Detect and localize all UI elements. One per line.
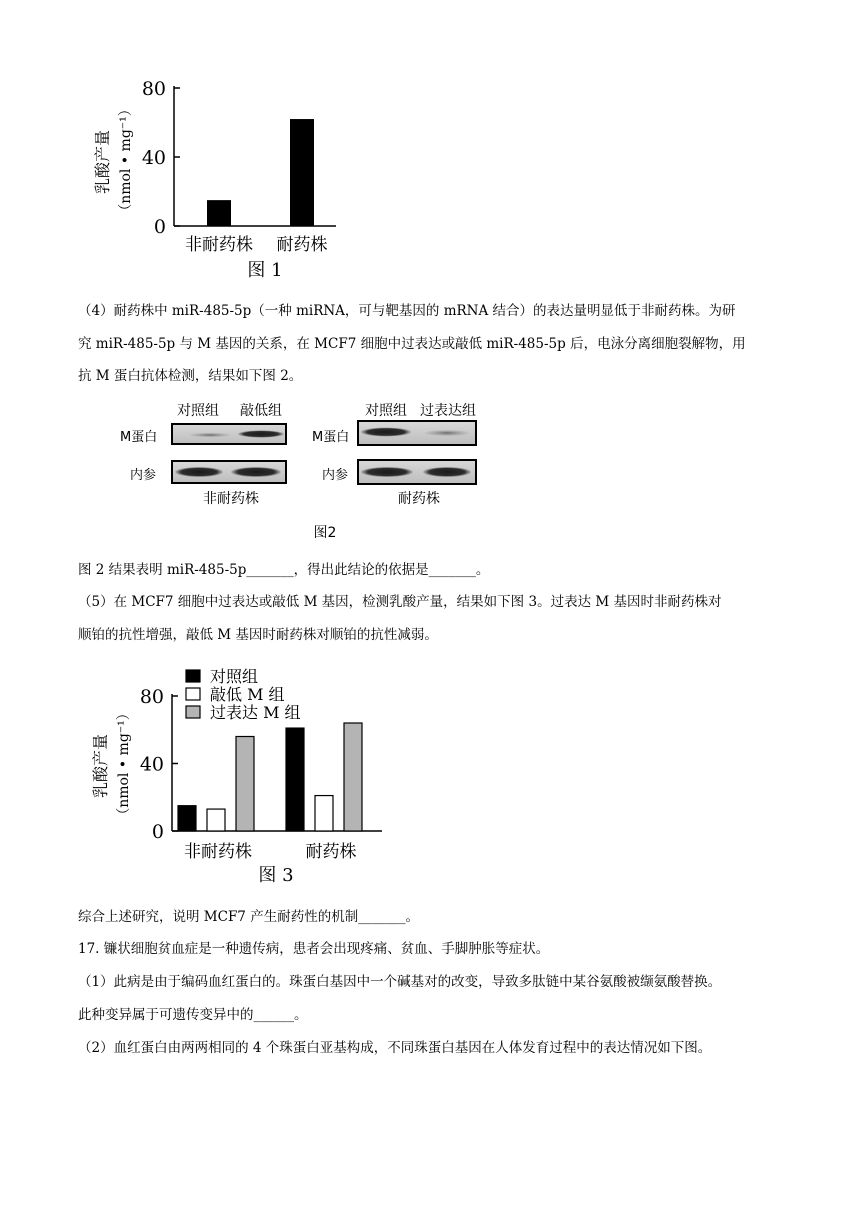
- blot-left-row1-band-control: [190, 433, 230, 437]
- blot-left-row2-label: 内参: [130, 468, 157, 483]
- para4-line1: （4）耐药株中 miR-485-5p（一种 miRNA，可与靶基因的 mRNA 结合）的表达量明显低于非耐药株。为研: [78, 303, 736, 319]
- fig3-bar-s2-c1: [344, 723, 362, 831]
- fig3-legend-swatch-2: [186, 706, 200, 718]
- fig3-y-axis-title: [91, 706, 132, 822]
- fig1-y-axis-title: [93, 102, 134, 218]
- fig1-ylabel-line1: 乳酸产量: [93, 129, 112, 195]
- para4-line2: 究 miR-485-5p 与 M 基因的关系，在 MCF7 细胞中过表达或敲低 miR-485-5p 后，电泳分离细胞裂解物，用: [78, 336, 746, 352]
- fig3-bar-s0-c0: [178, 806, 196, 831]
- blot-right-row2-label: 内参: [322, 468, 349, 483]
- para5-line2: 顺铂的抗性增强，敲低 M 基因时耐药株对顺铂的抗性减弱。: [78, 627, 438, 643]
- q17-part1-line2: 此种变异属于可遗传变异中的______。: [78, 1007, 308, 1023]
- figure-1: [0, 0, 860, 290]
- blot-right-row1-band-overexpression: [425, 430, 469, 436]
- fig1-bar-0: [207, 200, 231, 226]
- blot-right-row1-band-control: [361, 428, 411, 437]
- fig3-ylabel-line1: 乳酸产量: [91, 733, 110, 799]
- blot-right-row2-band-control: [361, 467, 413, 477]
- question-17: 17. 镰状细胞贫血症是一种遗传病，患者会出现疼痛、贫血、手脚肿胀等症状。: [78, 941, 550, 957]
- q17-part1-line1: （1）此病是由于编码血红蛋白的。珠蛋白基因中一个碱基对的改变，导致多肽链中某谷氨酸被缬氨酸替换。: [78, 974, 722, 990]
- mechanism-question: 综合上述研究，说明 MCF7 产生耐药性的机制_______。: [78, 909, 419, 925]
- fig3-category-label-1: 耐药株: [305, 842, 357, 862]
- figure-2: [0, 395, 860, 545]
- fig1-ylabel-line2: （nmol • mg⁻¹）: [118, 102, 134, 218]
- fig3-legend-label-1: 敲低 M 组: [210, 685, 285, 704]
- fig1-bar-1: [290, 119, 314, 226]
- blot-right-col1-label: 对照组: [365, 403, 407, 419]
- para5-line1: （5）在 MCF7 细胞中过表达或敲低 M 基因，检测乳酸产量，结果如下图 3。过表达 M 基因时非耐药株对: [78, 594, 722, 610]
- q17-part2: （2）血红蛋白由两两相同的 4 个珠蛋白亚基构成，不同珠蛋白基因在人体发育过程中的表达情况如下图。: [78, 1040, 712, 1056]
- blot-left-strain-label: 非耐药株: [203, 491, 259, 507]
- blot-right-strain-label: 耐药株: [398, 491, 440, 507]
- fig2-caption: 图2: [313, 525, 337, 541]
- fig1-y-tick-label-2: 80: [141, 78, 166, 100]
- fig3-bar-s1-c0: [207, 809, 225, 831]
- blot-left-row1-label: M蛋白: [120, 430, 158, 445]
- blot-right-col2-label: 过表达组: [420, 403, 476, 419]
- fig1-y-tick-label-1: 40: [141, 147, 166, 169]
- fig3-caption: 图 3: [258, 865, 294, 886]
- fig3-y-tick-label-0: 0: [151, 821, 164, 843]
- blot-left-row2-band-control: [175, 467, 223, 477]
- fig3-bar-s0-c1: [286, 728, 304, 831]
- fig3-legend-label-2: 过表达 M 组: [210, 703, 301, 722]
- fig3-ylabel-line2: （nmol • mg⁻¹）: [116, 706, 132, 822]
- fig3-legend-swatch-0: [186, 670, 200, 682]
- blot-left-row2-band-knockdown: [231, 467, 281, 477]
- blot-left-panel: [120, 402, 286, 507]
- fig3-category-label-0: 非耐药株: [184, 842, 252, 862]
- fig3-y-tick-label-2: 80: [139, 686, 164, 708]
- fig3-legend-swatch-1: [186, 688, 200, 700]
- fig1-y-tick-label-0: 0: [153, 216, 166, 238]
- fig3-bar-s2-c0: [236, 737, 254, 832]
- blot-right-panel: [312, 402, 476, 507]
- blot-right-row1-label: M蛋白: [312, 430, 350, 445]
- fig3-y-tick-label-1: 40: [139, 753, 164, 776]
- para4-line3: 抗 M 蛋白抗体检测，结果如下图 2。: [78, 368, 303, 384]
- fig3-legend-label-0: 对照组: [210, 667, 259, 686]
- fig1-category-label-0: 非耐药株: [185, 235, 253, 255]
- fig3-bar-s1-c1: [315, 796, 333, 831]
- fig2-question: 图 2 结果表明 miR-485-5p_______，得出此结论的依据是_______。: [78, 562, 490, 578]
- fig1-caption: 图 1: [247, 260, 283, 281]
- fig1-category-label-1: 耐药株: [276, 235, 328, 255]
- blot-left-row1-band-knockdown: [238, 430, 284, 437]
- figure-3: [0, 660, 860, 900]
- blot-left-col1-label: 对照组: [177, 403, 219, 419]
- blot-right-row2-band-overexpression: [423, 467, 471, 477]
- blot-left-col2-label: 敲低组: [240, 403, 282, 419]
